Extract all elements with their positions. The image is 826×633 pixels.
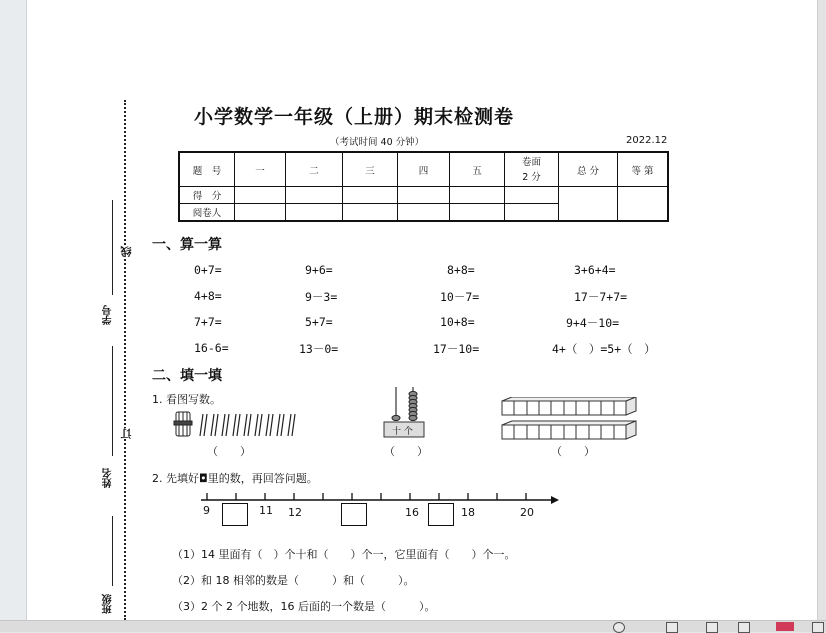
header-cell: 五 — [450, 152, 505, 187]
problem: 0+7= — [194, 263, 222, 277]
problem: 3+6+4= — [574, 263, 616, 277]
numberline-label: 18 — [461, 506, 475, 519]
problem: 9+6= — [305, 263, 333, 277]
problem: 5+7= — [305, 315, 333, 329]
sub-question-1: （1）14 里面有（ ）个十和（ ）个一，它里面有（ ）个一。 — [172, 548, 516, 561]
grader-cell — [343, 204, 398, 222]
name-underline — [112, 346, 113, 456]
score-table — [178, 151, 669, 222]
numberline-answer-box[interactable] — [222, 503, 248, 526]
total-cell — [559, 187, 618, 222]
left-gutter — [0, 0, 27, 631]
row-label: 得 分 — [179, 187, 235, 204]
header-cell: 卷面 2 分 — [505, 152, 559, 187]
two-page-view-icon[interactable] — [738, 622, 750, 633]
status-bar — [0, 620, 826, 632]
sticks-illustration — [170, 406, 305, 440]
exam-duration: （考试时间 40 分钟） — [330, 137, 425, 148]
sub-question-2: （2）和 18 相邻的数是（ ）和（ ）。 — [172, 574, 415, 587]
grader-cell — [286, 204, 343, 222]
order-line-label: 订 — [120, 428, 133, 439]
header-cell: 总 分 — [559, 152, 618, 187]
problem: 4+（ ）=5+（ ） — [552, 342, 656, 356]
header-cell: 三 — [343, 152, 398, 187]
score-cell — [450, 187, 505, 204]
header-cell: 二 — [286, 152, 343, 187]
class-label: 班级 — [103, 594, 114, 614]
sub-question-3: （3）2 个 2 个地数，16 后面的一个数是（ ）。 — [172, 600, 436, 613]
grader-cell — [505, 204, 559, 222]
question-2: 2. 先填好◘里的数，再回答问题。 — [152, 472, 318, 485]
header-cell: 一 — [235, 152, 286, 187]
numberline-label: 11 — [259, 504, 273, 517]
student-no-underline — [112, 200, 113, 295]
problem: 13－0= — [299, 342, 339, 356]
row-label: 阅卷人 — [179, 204, 235, 222]
numberline-label: 20 — [520, 506, 534, 519]
answer-blank: （ ） — [384, 445, 428, 458]
problem: 17－7+7= — [574, 290, 628, 304]
page-title: 小学数学一年级（上册）期末检测卷 — [194, 106, 515, 128]
cube-blocks-illustration — [500, 397, 645, 443]
student-no-label: 学号 — [103, 305, 114, 325]
name-label: 姓名 — [103, 468, 114, 488]
problem: 10－7= — [440, 290, 480, 304]
bind-line-label: 线 — [120, 246, 133, 257]
header-cell: 四 — [398, 152, 450, 187]
problem: 10+8= — [440, 315, 475, 329]
numberline-answer-box[interactable] — [341, 503, 367, 526]
score-cell — [398, 187, 450, 204]
problem: 9+4－10= — [566, 316, 620, 330]
exam-date: 2022.12 — [626, 135, 668, 146]
class-underline — [112, 516, 113, 586]
problem: 17－10= — [433, 342, 480, 356]
record-icon[interactable] — [776, 622, 794, 631]
fullscreen-icon[interactable] — [812, 622, 824, 633]
binding-dotted-line — [124, 100, 126, 620]
numberline-label: 16 — [405, 506, 419, 519]
problem: 16-6= — [194, 341, 229, 355]
problem: 4+8= — [194, 289, 222, 303]
header-cell: 题 号 — [179, 152, 235, 187]
numberline-label: 9 — [203, 504, 210, 517]
score-cell — [343, 187, 398, 204]
number-line — [195, 490, 565, 506]
page-view-icon[interactable] — [706, 622, 718, 633]
header-cell: 等 第 — [618, 152, 669, 187]
single-page-view-icon[interactable] — [666, 622, 678, 633]
grader-cell — [235, 204, 286, 222]
section-1-title: 一、算一算 — [152, 237, 222, 253]
score-cell — [286, 187, 343, 204]
abacus-label: 十 个 — [392, 427, 413, 437]
grader-cell — [450, 204, 505, 222]
numberline-answer-box[interactable] — [428, 503, 454, 526]
numberline-label: 12 — [288, 506, 302, 519]
question-1: 1. 看图写数。 — [152, 393, 221, 406]
zoom-icon[interactable] — [613, 622, 625, 633]
score-cell — [235, 187, 286, 204]
grade-cell — [618, 187, 669, 222]
scrollbar-track[interactable] — [817, 0, 826, 631]
answer-blank: （ ） — [551, 445, 595, 458]
problem: 8+8= — [447, 263, 475, 277]
score-cell — [505, 187, 559, 204]
answer-blank: （ ） — [207, 445, 251, 458]
section-2-title: 二、填一填 — [152, 368, 222, 384]
problem: 7+7= — [194, 315, 222, 329]
problem: 9－3= — [305, 290, 338, 304]
grader-cell — [398, 204, 450, 222]
document-page — [27, 0, 817, 620]
